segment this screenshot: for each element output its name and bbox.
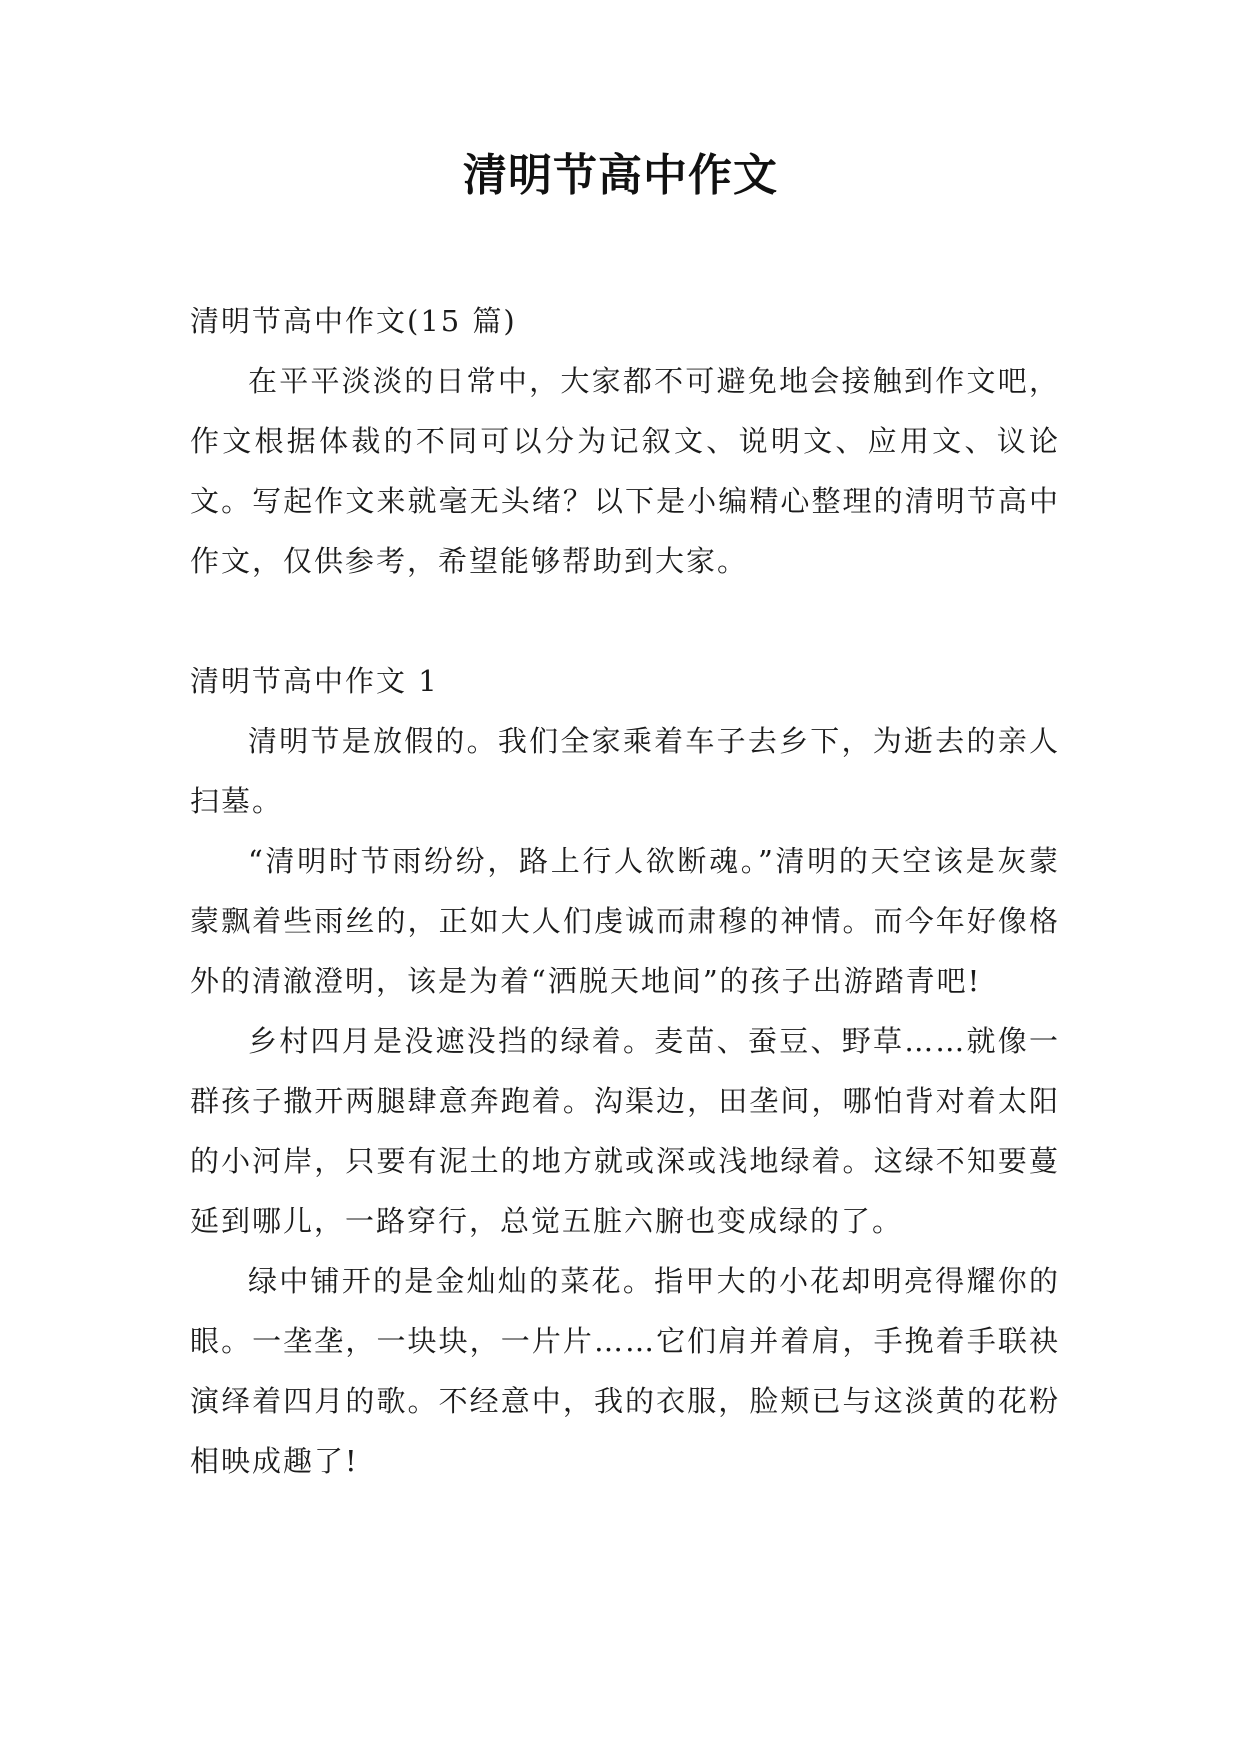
essay-paragraph: 绿中铺开的是金灿灿的菜花。指甲大的小花却明亮得耀你的眼。一垄垄，一块块，一片片……它们肩并着肩，手挽着手联袂演绎着四月的歌。不经意中，我的衣服，脸颊已与这淡黄的花粉相映成趣了! xyxy=(190,1264,1060,1478)
essay-paragraph: “清明时节雨纷纷，路上行人欲断魂。”清明的天空该是灰蒙蒙飘着些雨丝的，正如大人们虔诚而肃穆的神情。而今年好像格外的清澈澄明，该是为着“洒脱天地间”的孩子出游踏青吧! xyxy=(190,844,1060,998)
section-spacer xyxy=(190,591,1060,651)
essay-paragraph: 清明节是放假的。我们全家乘着车子去乡下，为逝去的亲人扫墓。 xyxy=(190,724,1060,818)
essay-heading: 清明节高中作文 1 xyxy=(190,664,439,698)
document-subtitle: 清明节高中作文(15 篇) xyxy=(190,304,517,338)
document-title: 清明节高中作文 xyxy=(463,150,778,201)
essay-paragraph: 乡村四月是没遮没挡的绿着。麦苗、蚕豆、野草……就像一群孩子撒开两腿肆意奔跑着。沟渠边，田垄间，哪怕背对着太阳的小河岸，只要有泥土的地方就或深或浅地绿着。这绿不知要蔓延到哪儿，一路穿行，总觉五脏六腑也变成绿的了。 xyxy=(190,1024,1060,1238)
document-body xyxy=(190,291,1060,1491)
intro-paragraph: 在平平淡淡的日常中，大家都不可避免地会接触到作文吧，作文根据体裁的不同可以分为记叙文、说明文、应用文、议论文。写起作文来就毫无头绪？以下是小编精心整理的清明节高中作文，仅供参考，希望能够帮助到大家。 xyxy=(190,364,1060,578)
